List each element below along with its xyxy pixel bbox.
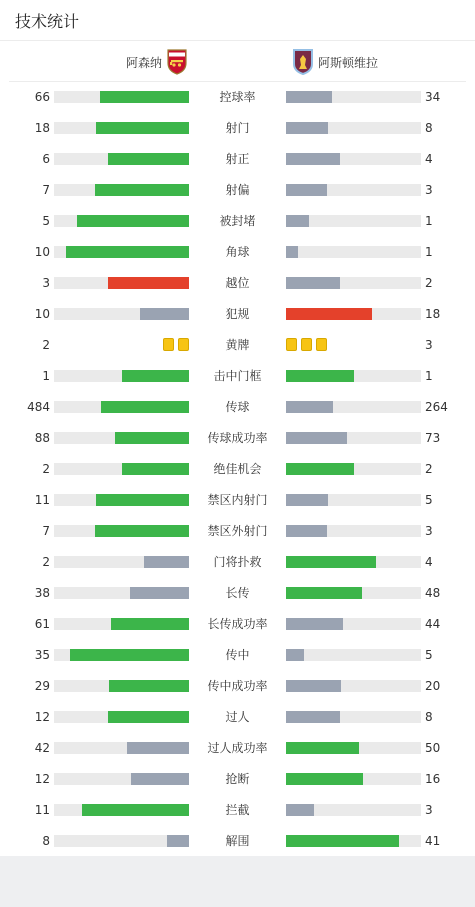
- home-bar-track: [54, 494, 189, 506]
- home-value: 1: [42, 369, 50, 383]
- stat-label: 射门: [225, 121, 250, 135]
- home-bar: [96, 494, 189, 506]
- home-bar: [127, 742, 189, 754]
- home-value: 2: [42, 555, 50, 569]
- stat-label: 禁区内射门: [207, 493, 268, 507]
- home-bar: [111, 618, 189, 630]
- home-value: 2: [42, 462, 50, 476]
- stat-row: [0, 578, 475, 609]
- stat-label: 长传: [225, 586, 250, 600]
- stat-label: 击中门框: [213, 369, 262, 383]
- home-bar-track: [54, 556, 189, 568]
- home-bar: [122, 370, 190, 382]
- away-bar: [286, 525, 327, 537]
- away-bar: [286, 835, 399, 847]
- away-value: 3: [425, 183, 433, 197]
- stat-label: 传球成功率: [207, 431, 268, 445]
- stat-row: [0, 454, 475, 485]
- away-bar: [286, 215, 309, 227]
- home-value: 12: [34, 710, 50, 724]
- stat-row: [0, 237, 475, 268]
- away-value: 2: [425, 462, 433, 476]
- stat-row: [0, 795, 475, 826]
- home-bar-track: [54, 618, 189, 630]
- home-value: 88: [34, 431, 50, 445]
- away-bar-track: [286, 649, 421, 661]
- away-value: 34: [425, 90, 441, 104]
- away-value: 3: [425, 338, 433, 352]
- stat-label: 射偏: [225, 183, 250, 197]
- away-bar: [286, 618, 343, 630]
- away-bar: [286, 742, 359, 754]
- stat-row: [0, 485, 475, 516]
- home-value: 10: [34, 307, 50, 321]
- home-bar: [96, 122, 189, 134]
- yellow-card-icon: [316, 338, 327, 351]
- away-value: 44: [425, 617, 441, 631]
- home-bar-track: [54, 277, 189, 289]
- stat-label: 控球率: [219, 90, 256, 104]
- stat-label: 被封堵: [219, 214, 256, 228]
- home-bar-track: [54, 711, 189, 723]
- home-value: 42: [34, 741, 50, 755]
- away-bar: [286, 711, 340, 723]
- home-value: 66: [34, 90, 50, 104]
- away-bar-track: [286, 525, 421, 537]
- away-value: 3: [425, 524, 433, 538]
- away-value: 3: [425, 803, 433, 817]
- home-value: 484: [27, 400, 50, 414]
- home-bar: [77, 215, 189, 227]
- home-value: 8: [42, 834, 50, 848]
- away-value: 18: [425, 307, 441, 321]
- stats-list: [0, 82, 475, 857]
- home-bar: [95, 525, 190, 537]
- home-bar: [108, 153, 189, 165]
- away-value: 4: [425, 152, 433, 166]
- home-bar: [109, 680, 189, 692]
- away-bar: [286, 587, 362, 599]
- stat-label: 长传成功率: [207, 617, 268, 631]
- yellow-card-icon: [163, 338, 174, 351]
- divider: [0, 40, 475, 41]
- stat-row: [0, 733, 475, 764]
- away-bar: [286, 246, 298, 258]
- away-value: 8: [425, 121, 433, 135]
- home-bar: [95, 184, 190, 196]
- home-bar: [144, 556, 189, 568]
- stat-row: [0, 640, 475, 671]
- stat-row: [0, 113, 475, 144]
- stat-row: [0, 330, 475, 361]
- away-value: 2: [425, 276, 433, 290]
- home-value: 35: [34, 648, 50, 662]
- home-value: 61: [34, 617, 50, 631]
- home-bar: [140, 308, 189, 320]
- away-bar: [286, 308, 372, 320]
- yellow-card-icon: [286, 338, 297, 351]
- arsenal-crest-icon: [167, 49, 187, 75]
- away-bar: [286, 370, 354, 382]
- away-yellow-cards: [286, 338, 329, 352]
- home-bar: [82, 804, 189, 816]
- home-bar-track: [54, 215, 189, 227]
- away-value: 48: [425, 586, 441, 600]
- away-bar: [286, 463, 354, 475]
- stat-row: [0, 82, 475, 113]
- home-team[interactable]: [126, 49, 187, 75]
- home-bar: [131, 773, 189, 785]
- home-value: 5: [42, 214, 50, 228]
- section-title: 技术统计: [15, 12, 80, 31]
- away-value: 16: [425, 772, 441, 786]
- away-bar-track: [286, 401, 421, 413]
- away-bar-track: [286, 246, 421, 258]
- away-bar-track: [286, 556, 421, 568]
- stat-label: 绝佳机会: [213, 462, 262, 476]
- away-bar-track: [286, 215, 421, 227]
- home-bar: [130, 587, 189, 599]
- home-team-name: 阿森纳: [126, 55, 163, 70]
- away-bar-track: [286, 184, 421, 196]
- home-value: 18: [34, 121, 50, 135]
- stat-row: [0, 516, 475, 547]
- home-bar-track: [54, 804, 189, 816]
- away-bar: [286, 277, 340, 289]
- home-bar-track: [54, 153, 189, 165]
- away-bar-track: [286, 587, 421, 599]
- home-bar-track: [54, 401, 189, 413]
- stat-label: 黄牌: [225, 338, 250, 352]
- away-bar: [286, 804, 314, 816]
- stat-row: [0, 299, 475, 330]
- stat-label: 抢断: [225, 772, 250, 786]
- stat-label: 射正: [225, 152, 250, 166]
- home-bar-track: [54, 463, 189, 475]
- home-bar: [108, 277, 189, 289]
- home-bar: [115, 432, 189, 444]
- away-bar: [286, 773, 363, 785]
- stat-label: 过人: [225, 710, 250, 724]
- home-value: 29: [34, 679, 50, 693]
- yellow-card-icon: [301, 338, 312, 351]
- away-bar-track: [286, 277, 421, 289]
- home-value: 7: [42, 524, 50, 538]
- away-bar-track: [286, 618, 421, 630]
- stat-label: 拦截: [225, 803, 250, 817]
- away-bar: [286, 494, 328, 506]
- home-value: 3: [42, 276, 50, 290]
- home-value: 11: [34, 803, 50, 817]
- home-bar-track: [54, 680, 189, 692]
- away-bar-track: [286, 153, 421, 165]
- home-bar-track: [54, 184, 189, 196]
- stat-row: [0, 144, 475, 175]
- home-value: 6: [42, 152, 50, 166]
- stat-label: 越位: [225, 276, 250, 290]
- away-bar-track: [286, 308, 421, 320]
- home-bar: [101, 401, 189, 413]
- home-bar: [167, 835, 189, 847]
- away-bar: [286, 401, 333, 413]
- home-bar: [108, 711, 189, 723]
- stat-row: [0, 392, 475, 423]
- away-value: 1: [425, 214, 433, 228]
- stat-row: [0, 826, 475, 857]
- away-value: 1: [425, 245, 433, 259]
- stat-row: [0, 609, 475, 640]
- away-team[interactable]: [293, 49, 378, 75]
- home-value: 38: [34, 586, 50, 600]
- away-value: 5: [425, 648, 433, 662]
- stat-label: 传球: [225, 400, 250, 414]
- away-bar-track: [286, 773, 421, 785]
- away-bar-track: [286, 463, 421, 475]
- home-bar-track: [54, 122, 189, 134]
- stat-row: [0, 423, 475, 454]
- away-bar-track: [286, 432, 421, 444]
- home-bar-track: [54, 246, 189, 258]
- home-bar-track: [54, 587, 189, 599]
- stat-row: [0, 671, 475, 702]
- away-bar: [286, 556, 376, 568]
- home-bar: [122, 463, 190, 475]
- away-bar-track: [286, 370, 421, 382]
- home-value: 12: [34, 772, 50, 786]
- stat-label: 解围: [225, 834, 250, 848]
- away-bar-track: [286, 804, 421, 816]
- home-bar-track: [54, 91, 189, 103]
- home-yellow-cards: [161, 338, 189, 352]
- away-bar: [286, 649, 304, 661]
- away-bar-track: [286, 835, 421, 847]
- away-value: 20: [425, 679, 441, 693]
- away-team-name: 阿斯顿维拉: [318, 55, 379, 70]
- away-value: 264: [425, 400, 448, 414]
- away-bar: [286, 184, 327, 196]
- stat-label: 传中: [225, 648, 250, 662]
- home-bar: [66, 246, 189, 258]
- home-bar-track: [54, 773, 189, 785]
- home-bar-track: [54, 835, 189, 847]
- away-bar: [286, 680, 341, 692]
- stat-label: 过人成功率: [207, 741, 268, 755]
- stat-label: 角球: [225, 245, 250, 259]
- stat-label: 传中成功率: [207, 679, 268, 693]
- stat-row: [0, 547, 475, 578]
- away-bar: [286, 122, 328, 134]
- away-bar-track: [286, 742, 421, 754]
- home-bar: [100, 91, 189, 103]
- away-bar-track: [286, 91, 421, 103]
- away-bar: [286, 432, 347, 444]
- stat-row: [0, 206, 475, 237]
- aston-villa-crest-icon: [293, 49, 313, 75]
- stat-row: [0, 268, 475, 299]
- stat-label: 禁区外射门: [207, 524, 268, 538]
- away-value: 50: [425, 741, 441, 755]
- away-value: 4: [425, 555, 433, 569]
- home-bar: [70, 649, 189, 661]
- away-bar-track: [286, 494, 421, 506]
- stat-label: 门将扑救: [213, 555, 262, 569]
- stat-row: [0, 702, 475, 733]
- home-bar-track: [54, 308, 189, 320]
- away-value: 5: [425, 493, 433, 507]
- home-value: 10: [34, 245, 50, 259]
- stat-row: [0, 361, 475, 392]
- away-bar: [286, 91, 332, 103]
- away-value: 73: [425, 431, 441, 445]
- away-bar-track: [286, 122, 421, 134]
- away-value: 8: [425, 710, 433, 724]
- stat-row: [0, 764, 475, 795]
- away-value: 41: [425, 834, 441, 848]
- home-bar-track: [54, 370, 189, 382]
- home-value: 7: [42, 183, 50, 197]
- away-value: 1: [425, 369, 433, 383]
- stat-row: [0, 175, 475, 206]
- home-bar-track: [54, 649, 189, 661]
- away-bar-track: [286, 711, 421, 723]
- home-value: 2: [42, 338, 50, 352]
- home-bar-track: [54, 742, 189, 754]
- home-bar-track: [54, 525, 189, 537]
- away-bar-track: [286, 680, 421, 692]
- home-bar-track: [54, 432, 189, 444]
- stat-label: 犯规: [225, 307, 250, 321]
- yellow-card-icon: [178, 338, 189, 351]
- home-value: 11: [34, 493, 50, 507]
- away-bar: [286, 153, 340, 165]
